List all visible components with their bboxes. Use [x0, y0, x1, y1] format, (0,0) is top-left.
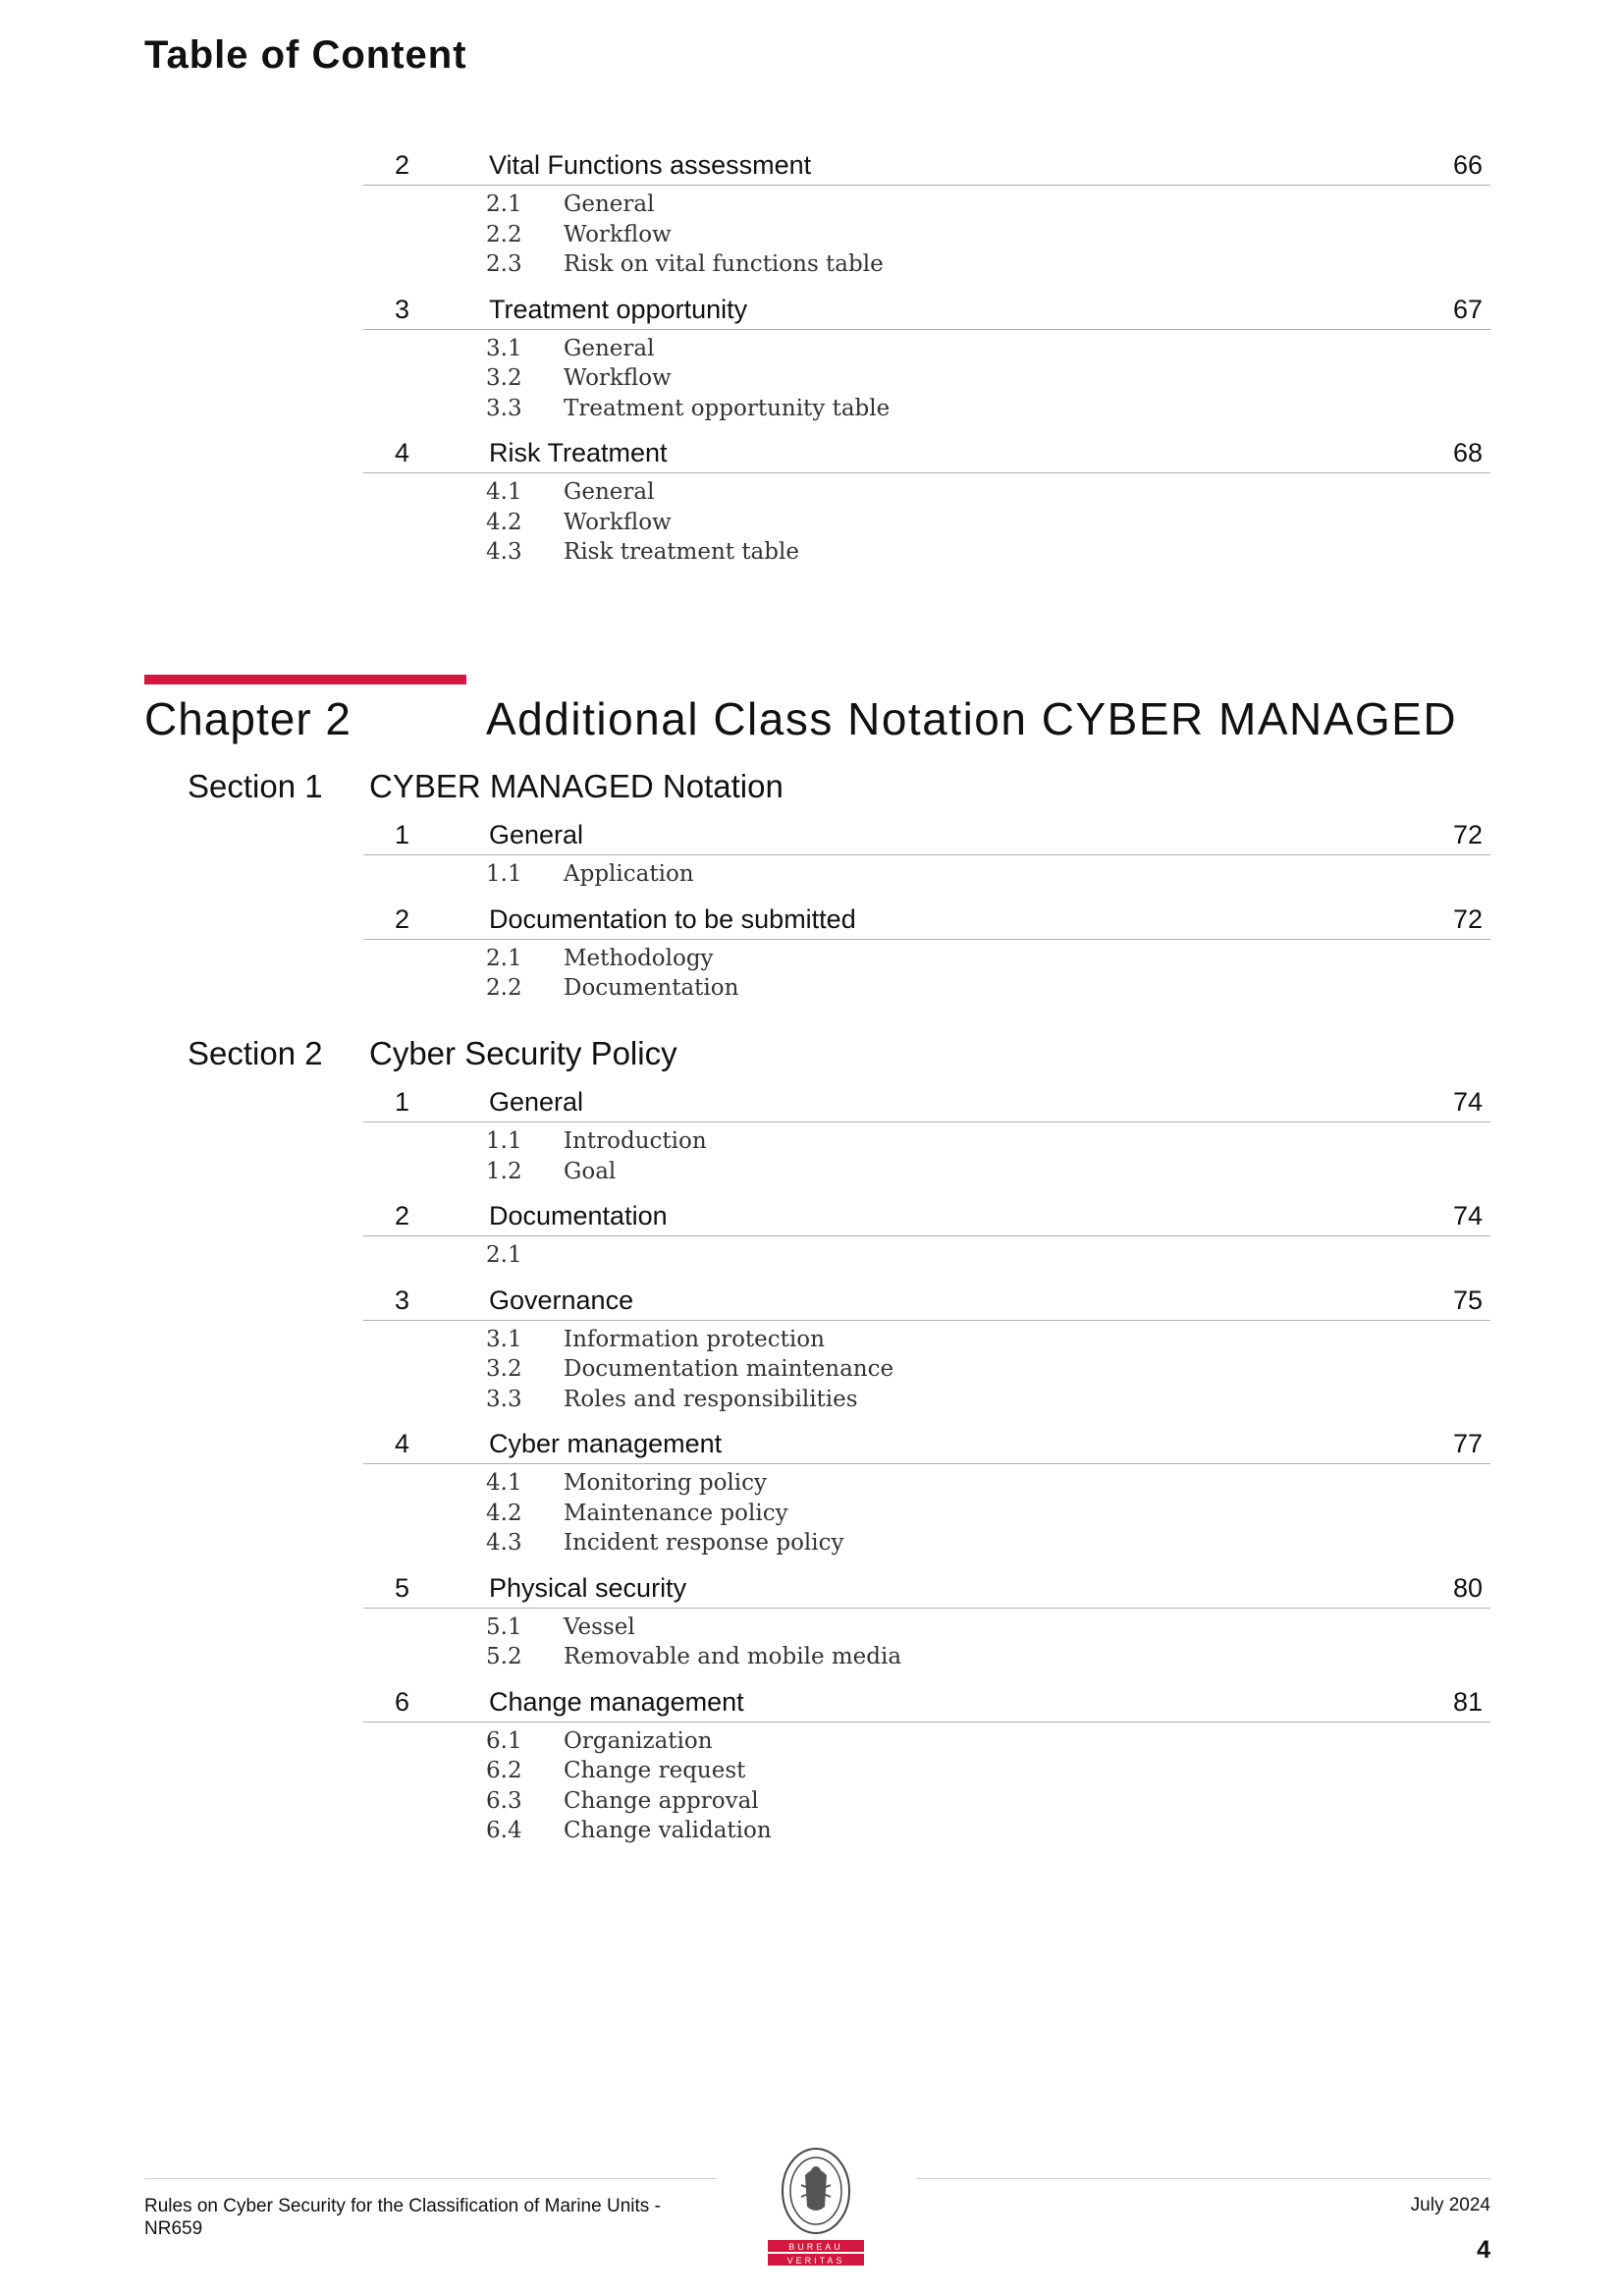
- subarticle-title: General: [564, 191, 655, 217]
- subarticle-number: 3.3: [486, 395, 522, 421]
- toc-subarticle-item[interactable]: [486, 975, 1622, 1006]
- subarticle-title: Application: [564, 861, 694, 887]
- footer-document-title: Rules on Cyber Security for the Classification of Marine Units - NR659: [144, 2196, 661, 2239]
- article-page-number: 74: [1452, 1087, 1483, 1117]
- chapter-accent-bar: [144, 675, 466, 684]
- subarticle-title: Introduction: [564, 1128, 707, 1154]
- toc-subarticle-item[interactable]: [486, 1470, 1622, 1501]
- toc-subarticle-item[interactable]: [486, 539, 1622, 570]
- toc-subarticle-item[interactable]: [486, 1356, 1622, 1387]
- subarticle-number: 3.1: [486, 335, 522, 361]
- toc-article-row[interactable]: [363, 1684, 1490, 1722]
- toc-block-section-1: [0, 817, 1622, 1015]
- article-title: Risk Treatment: [489, 438, 668, 467]
- toc-subarticle-list: [486, 1464, 1622, 1570]
- subarticle-number: 2.1: [486, 1242, 522, 1268]
- toc-subarticle-item[interactable]: [486, 1728, 1622, 1759]
- toc-subarticle-item[interactable]: [486, 365, 1622, 396]
- toc-subarticle-item[interactable]: [486, 479, 1622, 510]
- subarticle-title: Documentation maintenance: [564, 1356, 894, 1382]
- toc-article-row[interactable]: [363, 902, 1490, 940]
- toc-subarticle-item[interactable]: [486, 1242, 1622, 1273]
- toc-subarticle-list: [486, 1722, 1622, 1858]
- article-number: 3: [395, 1285, 410, 1315]
- subarticle-number: 2.1: [486, 191, 522, 217]
- subarticle-title: Goal: [564, 1158, 617, 1184]
- subarticle-title: Change request: [564, 1758, 746, 1783]
- subarticle-number: 3.1: [486, 1326, 522, 1352]
- toc-subarticle-item[interactable]: [486, 861, 1622, 892]
- article-title: General: [489, 820, 584, 849]
- toc-article-row[interactable]: [363, 1426, 1490, 1464]
- section-label: Section 1: [188, 768, 323, 804]
- svg-text:VERITAS: VERITAS: [786, 2256, 845, 2266]
- logo-icon: [766, 2146, 866, 2269]
- article-page-number: 74: [1452, 1201, 1483, 1230]
- subarticle-title: Risk treatment table: [564, 539, 799, 565]
- subarticle-title: Monitoring policy: [564, 1470, 768, 1496]
- toc-article-row[interactable]: [363, 292, 1490, 330]
- subarticle-number: 3.2: [486, 1356, 522, 1382]
- subarticle-number: 4.1: [486, 1470, 522, 1496]
- subarticle-title: Treatment opportunity table: [564, 395, 891, 421]
- article-number: 2: [395, 1201, 410, 1230]
- toc-subarticle-item[interactable]: [486, 1387, 1622, 1417]
- toc-subarticle-item[interactable]: [486, 1758, 1622, 1788]
- toc-subarticle-item[interactable]: [486, 336, 1622, 366]
- footer-divider: [144, 2178, 717, 2179]
- svg-text:BUREAU: BUREAU: [788, 2242, 843, 2252]
- section-label: Section 2: [188, 1035, 323, 1071]
- article-number: 3: [395, 294, 410, 324]
- subarticle-title: Methodology: [564, 945, 714, 971]
- toc-article-row[interactable]: [363, 1283, 1490, 1321]
- subarticle-number: 2.3: [486, 251, 522, 277]
- article-page-number: 80: [1452, 1572, 1483, 1603]
- toc-subarticle-list: [486, 1321, 1622, 1427]
- toc-subarticle-item[interactable]: [486, 1530, 1622, 1560]
- toc-article-row[interactable]: [363, 817, 1490, 855]
- toc-subarticle-item[interactable]: [486, 1128, 1622, 1159]
- bureau-veritas-logo: [766, 2146, 866, 2269]
- subarticle-title: Information protection: [564, 1326, 825, 1352]
- subarticle-title: Incident response policy: [564, 1530, 844, 1556]
- subarticle-title: Removable and mobile media: [564, 1644, 902, 1669]
- subarticle-number: 1.1: [486, 861, 522, 887]
- toc-subarticle-item[interactable]: [486, 1327, 1622, 1357]
- article-page-number: 72: [1452, 820, 1483, 849]
- subarticle-number: 6.2: [486, 1758, 522, 1783]
- article-number: 5: [395, 1572, 410, 1603]
- article-number: 2: [395, 150, 410, 180]
- toc-subarticle-item[interactable]: [486, 946, 1622, 976]
- article-page-number: 77: [1452, 1429, 1483, 1458]
- subarticle-title: Change validation: [564, 1818, 772, 1843]
- toc-subarticle-list: [486, 855, 1622, 902]
- toc-article-row[interactable]: [363, 435, 1490, 473]
- toc-subarticle-list: [486, 473, 1622, 579]
- toc-subarticle-list: [486, 186, 1622, 292]
- toc-article-row[interactable]: [363, 147, 1490, 186]
- article-number: 4: [395, 1429, 410, 1458]
- article-number: 1: [395, 820, 410, 849]
- subarticle-title: Documentation: [564, 975, 739, 1001]
- article-number: 2: [395, 903, 410, 934]
- subarticle-number: 4.3: [486, 539, 522, 565]
- toc-subarticle-item[interactable]: [486, 1644, 1622, 1674]
- page-number: 4: [1477, 2236, 1490, 2264]
- subarticle-number: 6.3: [486, 1787, 522, 1814]
- toc-subarticle-item[interactable]: [486, 1788, 1622, 1819]
- section-2-heading: [0, 1035, 1622, 1078]
- toc-subarticle-item[interactable]: [486, 1501, 1622, 1531]
- chapter-title: Additional Class Notation CYBER MANAGED: [486, 693, 1458, 744]
- subarticle-number: 3.3: [486, 1386, 522, 1412]
- article-page-number: 67: [1452, 294, 1483, 324]
- article-title: Governance: [489, 1285, 634, 1315]
- subarticle-number: 4.1: [486, 479, 522, 505]
- toc-subarticle-item[interactable]: [486, 1159, 1622, 1189]
- toc-article-row[interactable]: [363, 1570, 1490, 1609]
- subarticle-title: Change approval: [564, 1787, 759, 1814]
- toc-subarticle-item[interactable]: [486, 510, 1622, 540]
- subarticle-number: 6.4: [486, 1818, 522, 1843]
- subarticle-number: 4.2: [486, 1500, 522, 1526]
- subarticle-title: Maintenance policy: [564, 1500, 788, 1526]
- subarticle-number: 3.2: [486, 365, 522, 391]
- subarticle-number: 1.2: [486, 1158, 522, 1184]
- subarticle-number: 2.2: [486, 221, 522, 247]
- subarticle-title: Workflow: [564, 221, 672, 247]
- section-1-heading: [0, 768, 1622, 811]
- article-title: Treatment opportunity: [489, 294, 748, 324]
- article-title: Cyber management: [489, 1429, 723, 1458]
- article-page-number: 75: [1452, 1285, 1483, 1315]
- page-title: Table of Content: [144, 33, 467, 77]
- toc-subarticle-item[interactable]: [486, 1818, 1622, 1848]
- article-number: 6: [395, 1686, 410, 1717]
- subarticle-title: Risk on vital functions table: [564, 251, 884, 277]
- toc-subarticle-list: [486, 330, 1622, 436]
- article-page-number: 66: [1452, 150, 1483, 180]
- article-title: Documentation to be submitted: [489, 903, 856, 934]
- subarticle-number: 2.1: [486, 945, 522, 971]
- subarticle-title: Workflow: [564, 509, 672, 535]
- toc-subarticle-item[interactable]: [486, 1614, 1622, 1645]
- article-number: 4: [395, 438, 410, 467]
- subarticle-number: 4.3: [486, 1530, 522, 1556]
- toc-subarticle-item[interactable]: [486, 251, 1622, 282]
- subarticle-number: 4.2: [486, 509, 522, 535]
- article-title: General: [489, 1087, 584, 1117]
- chapter-label: Chapter 2: [144, 693, 352, 744]
- toc-block-chapter1-continued: [0, 147, 1622, 579]
- toc-subarticle-item[interactable]: [486, 222, 1622, 252]
- article-title: Physical security: [489, 1572, 687, 1603]
- subarticle-title: Workflow: [564, 365, 672, 391]
- section-title: Cyber Security Policy: [369, 1035, 677, 1071]
- article-page-number: 72: [1452, 903, 1483, 934]
- subarticle-number: 2.2: [486, 975, 522, 1001]
- toc-subarticle-list: [486, 1609, 1622, 1684]
- subarticle-title: Organization: [564, 1727, 713, 1754]
- article-page-number: 68: [1452, 438, 1483, 467]
- subarticle-title: Roles and responsibilities: [564, 1386, 858, 1412]
- toc-article-row[interactable]: [363, 1084, 1490, 1122]
- toc-subarticle-list: [486, 1122, 1622, 1198]
- toc-subarticle-item[interactable]: [486, 396, 1622, 426]
- toc-article-row[interactable]: [363, 1198, 1490, 1236]
- toc-block-section-2: [0, 1084, 1622, 1858]
- subarticle-title: General: [564, 479, 655, 505]
- subarticle-number: 5.1: [486, 1613, 522, 1640]
- footer-divider: [917, 2178, 1490, 2179]
- subarticle-number: 6.1: [486, 1727, 522, 1754]
- section-title: CYBER MANAGED Notation: [369, 768, 784, 804]
- toc-subarticle-list: [486, 940, 1622, 1015]
- subarticle-title: Vessel: [564, 1613, 635, 1640]
- subarticle-number: 5.2: [486, 1644, 522, 1669]
- article-page-number: 81: [1452, 1686, 1483, 1717]
- toc-subarticle-list: [486, 1236, 1622, 1283]
- subarticle-title: General: [564, 335, 655, 361]
- footer-date: July 2024: [1410, 2195, 1490, 2215]
- article-title: Vital Functions assessment: [489, 150, 812, 180]
- subarticle-number: 1.1: [486, 1128, 522, 1154]
- article-number: 1: [395, 1087, 410, 1117]
- toc-subarticle-item[interactable]: [486, 191, 1622, 222]
- article-title: Change management: [489, 1686, 744, 1717]
- article-title: Documentation: [489, 1201, 668, 1230]
